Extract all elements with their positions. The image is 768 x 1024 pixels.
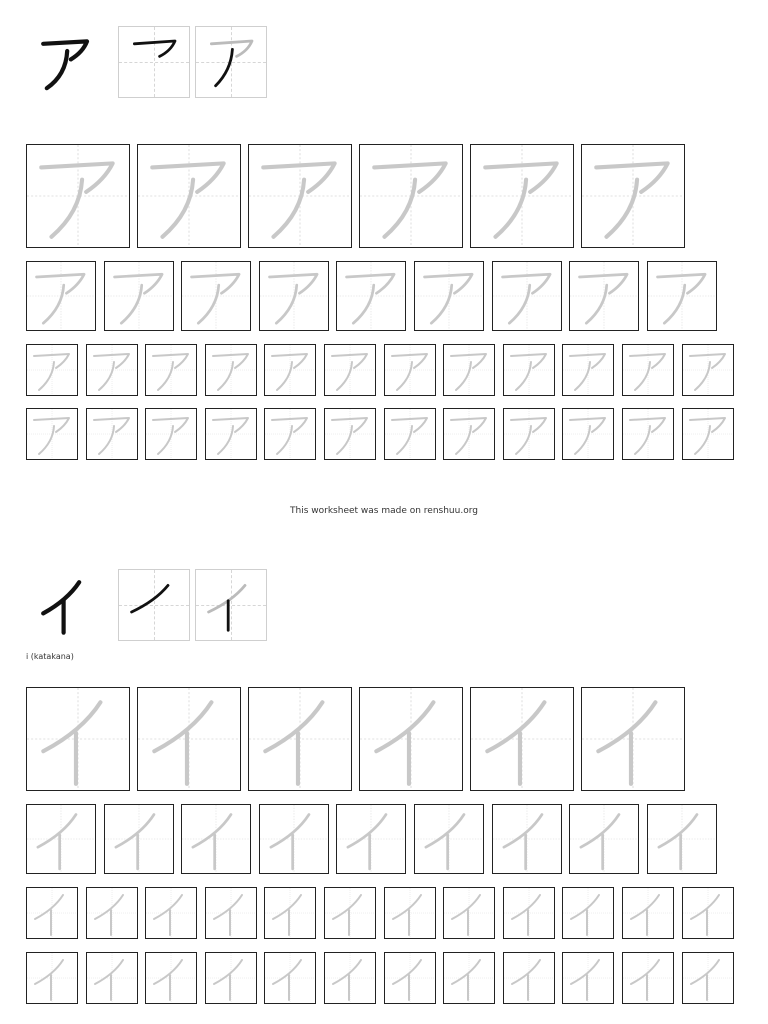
trace-stroke-1	[214, 895, 242, 919]
trace-stroke-1	[452, 895, 480, 919]
practice-cell	[248, 687, 352, 791]
practice-cell	[26, 804, 96, 874]
trace-stroke-1	[631, 895, 659, 919]
trace-glyph	[206, 953, 256, 1003]
trace-glyph	[146, 888, 196, 938]
practice-cell	[259, 804, 329, 874]
trace-glyph	[27, 953, 77, 1003]
trace-stroke-1	[426, 815, 464, 848]
trace-stroke-1	[598, 702, 655, 751]
trace-stroke-1	[512, 895, 540, 919]
trace-glyph	[27, 688, 129, 790]
trace-stroke-1	[154, 960, 182, 984]
character-caption: i (katakana)	[26, 652, 74, 661]
practice-cell	[384, 952, 436, 1004]
trace-stroke-1	[273, 895, 301, 919]
trace-glyph	[563, 888, 613, 938]
trace-stroke-1	[512, 960, 540, 984]
trace-stroke-1	[273, 960, 301, 984]
trace-stroke-1	[487, 702, 544, 751]
practice-cell	[205, 952, 257, 1004]
practice-cell	[86, 952, 138, 1004]
trace-stroke-1	[348, 815, 386, 848]
trace-glyph	[337, 805, 405, 873]
model-character-i	[36, 570, 96, 640]
practice-cell	[324, 887, 376, 939]
practice-cell	[181, 804, 251, 874]
trace-glyph	[87, 888, 137, 938]
practice-cell	[137, 687, 241, 791]
trace-glyph	[683, 888, 733, 938]
practice-cell	[443, 887, 495, 939]
practice-cell	[443, 952, 495, 1004]
practice-cell	[264, 952, 316, 1004]
trace-glyph	[87, 953, 137, 1003]
practice-cell	[569, 804, 639, 874]
practice-cell	[26, 687, 130, 791]
worksheet-footer: This worksheet was made on renshuu.org	[290, 506, 478, 516]
trace-glyph	[138, 688, 240, 790]
trace-stroke-1	[154, 895, 182, 919]
practice-cell	[470, 687, 574, 791]
practice-cell	[562, 952, 614, 1004]
trace-stroke-1	[571, 895, 599, 919]
trace-stroke-1	[214, 960, 242, 984]
trace-stroke-1	[691, 895, 719, 919]
trace-glyph	[683, 953, 733, 1003]
practice-row	[0, 952, 768, 1004]
practice-cell	[86, 887, 138, 939]
trace-stroke-1	[659, 815, 697, 848]
trace-stroke-1	[95, 960, 123, 984]
trace-glyph	[385, 888, 435, 938]
stroke-order-step-1	[118, 569, 190, 641]
practice-cell	[647, 804, 717, 874]
trace-stroke-1	[581, 815, 619, 848]
trace-glyph	[265, 888, 315, 938]
practice-cell	[492, 804, 562, 874]
trace-stroke-1	[691, 960, 719, 984]
trace-stroke-1	[333, 895, 361, 919]
trace-glyph	[570, 805, 638, 873]
trace-glyph	[504, 953, 554, 1003]
trace-glyph	[582, 688, 684, 790]
trace-stroke-1	[631, 960, 659, 984]
practice-cell	[414, 804, 484, 874]
trace-glyph	[493, 805, 561, 873]
practice-cell	[264, 887, 316, 939]
practice-cell	[145, 952, 197, 1004]
practice-cell	[384, 887, 436, 939]
trace-stroke-1	[571, 960, 599, 984]
practice-cell	[104, 804, 174, 874]
practice-cell	[359, 687, 463, 791]
practice-row	[0, 804, 768, 874]
trace-stroke-1	[115, 815, 153, 848]
practice-cell	[562, 887, 614, 939]
trace-stroke-1	[393, 895, 421, 919]
trace-stroke-1	[35, 960, 63, 984]
trace-stroke-1	[333, 960, 361, 984]
practice-cell	[622, 952, 674, 1004]
practice-cell	[682, 887, 734, 939]
trace-glyph	[471, 688, 573, 790]
trace-glyph	[648, 805, 716, 873]
practice-cell	[622, 887, 674, 939]
trace-glyph	[182, 805, 250, 873]
trace-stroke-1	[393, 960, 421, 984]
trace-glyph	[444, 953, 494, 1003]
trace-stroke-1	[265, 702, 322, 751]
trace-glyph	[623, 953, 673, 1003]
trace-stroke-1	[503, 815, 541, 848]
practice-cell	[503, 952, 555, 1004]
trace-glyph	[265, 953, 315, 1003]
practice-cell	[145, 887, 197, 939]
trace-stroke-1	[376, 702, 433, 751]
stroke-order-step-2	[195, 569, 267, 641]
trace-stroke-1	[193, 815, 231, 848]
trace-glyph	[325, 953, 375, 1003]
practice-cell	[336, 804, 406, 874]
trace-stroke-1	[271, 815, 309, 848]
trace-glyph	[360, 688, 462, 790]
trace-stroke-1	[38, 815, 76, 848]
trace-glyph	[27, 888, 77, 938]
trace-glyph	[260, 805, 328, 873]
trace-glyph	[206, 888, 256, 938]
trace-glyph	[146, 953, 196, 1003]
practice-cell	[503, 887, 555, 939]
trace-stroke-1	[43, 702, 100, 751]
practice-cell	[581, 687, 685, 791]
trace-glyph	[563, 953, 613, 1003]
trace-glyph	[105, 805, 173, 873]
trace-stroke-1	[154, 702, 211, 751]
practice-cell	[205, 887, 257, 939]
trace-glyph	[415, 805, 483, 873]
trace-stroke-1	[35, 895, 63, 919]
trace-glyph	[444, 888, 494, 938]
trace-glyph	[325, 888, 375, 938]
trace-glyph	[27, 805, 95, 873]
practice-row	[0, 887, 768, 939]
practice-row	[0, 687, 768, 791]
practice-cell	[682, 952, 734, 1004]
trace-glyph	[623, 888, 673, 938]
trace-stroke-1	[452, 960, 480, 984]
practice-cell	[324, 952, 376, 1004]
trace-stroke-1	[95, 895, 123, 919]
trace-glyph	[504, 888, 554, 938]
practice-cell	[26, 887, 78, 939]
practice-cell	[26, 952, 78, 1004]
trace-glyph	[249, 688, 351, 790]
trace-glyph	[385, 953, 435, 1003]
